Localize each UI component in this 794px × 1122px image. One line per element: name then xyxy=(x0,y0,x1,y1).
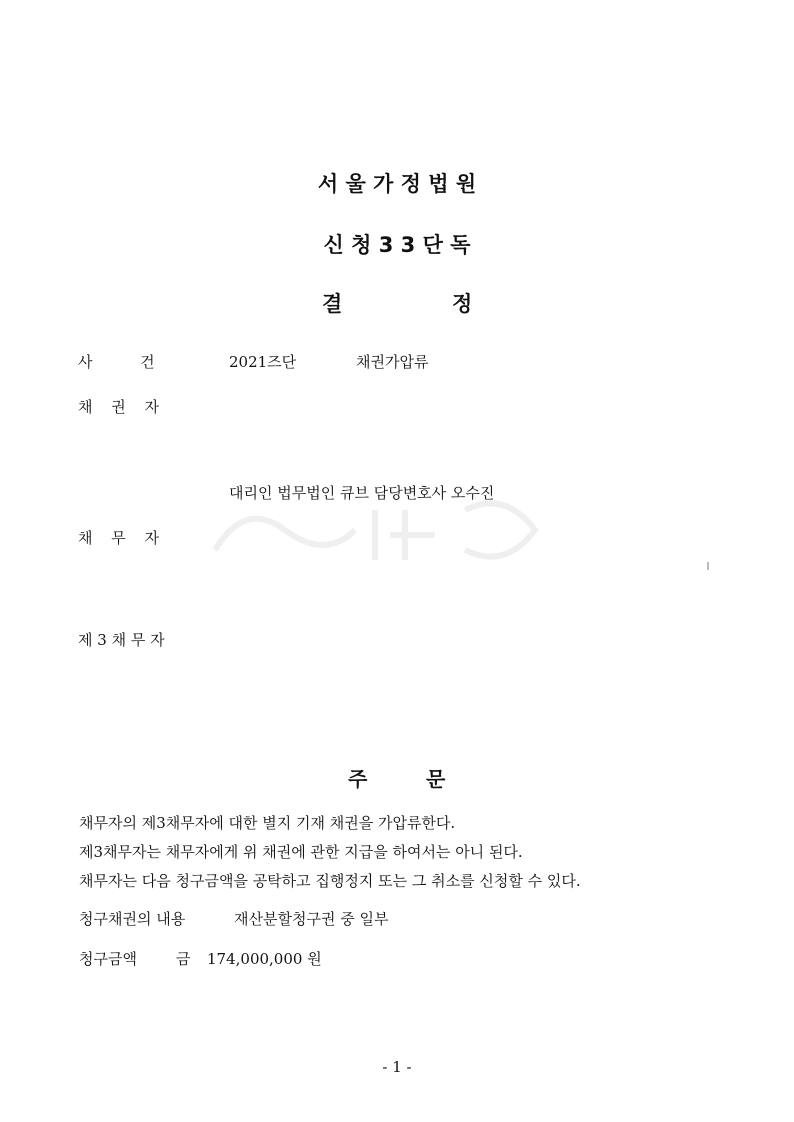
amount-value: 174,000,000 원 xyxy=(207,950,322,968)
division-title: 신 청 3 3 단 독 xyxy=(323,233,471,257)
debtor-label: 채 무 자 xyxy=(78,529,160,547)
document-type-right: 정 xyxy=(452,292,473,316)
order-heading-left: 주 xyxy=(348,767,368,791)
case-label: 사 건 xyxy=(78,353,155,371)
scan-mark xyxy=(707,562,709,570)
document-type-left: 결 xyxy=(322,292,343,316)
document-type-title xyxy=(0,288,794,318)
order-heading xyxy=(0,763,794,793)
creditor-agent: 대리인 법무법인 큐브 담당변호사 오수진 xyxy=(229,484,495,502)
page-number: - 1 - xyxy=(382,1058,412,1076)
amount-label: 청구금액 xyxy=(79,950,137,968)
claim-label: 청구채권의 내용 xyxy=(79,910,186,928)
case-name: 채권가압류 xyxy=(356,353,429,371)
order-heading-right: 문 xyxy=(426,767,446,791)
order-line-2: 제3채무자는 채무자에게 위 채권에 관한 지급을 하여서는 아니 된다. xyxy=(79,843,523,861)
order-line-1: 채무자의 제3채무자에 대한 별지 기재 채권을 가압류한다. xyxy=(79,814,456,832)
court-name: 서 울 가 정 법 원 xyxy=(317,172,477,196)
third-debtor-label: 제 3 채 무 자 xyxy=(78,631,165,649)
creditor-label: 채 권 자 xyxy=(78,398,160,416)
claim-value: 재산분할청구권 중 일부 xyxy=(234,910,389,928)
amount-prefix: 금 xyxy=(176,950,191,968)
case-number: 2021즈단 xyxy=(229,353,297,371)
order-line-3: 채무자는 다음 청구금액을 공탁하고 집행정지 또는 그 취소를 신청할 수 있다. xyxy=(79,872,581,890)
